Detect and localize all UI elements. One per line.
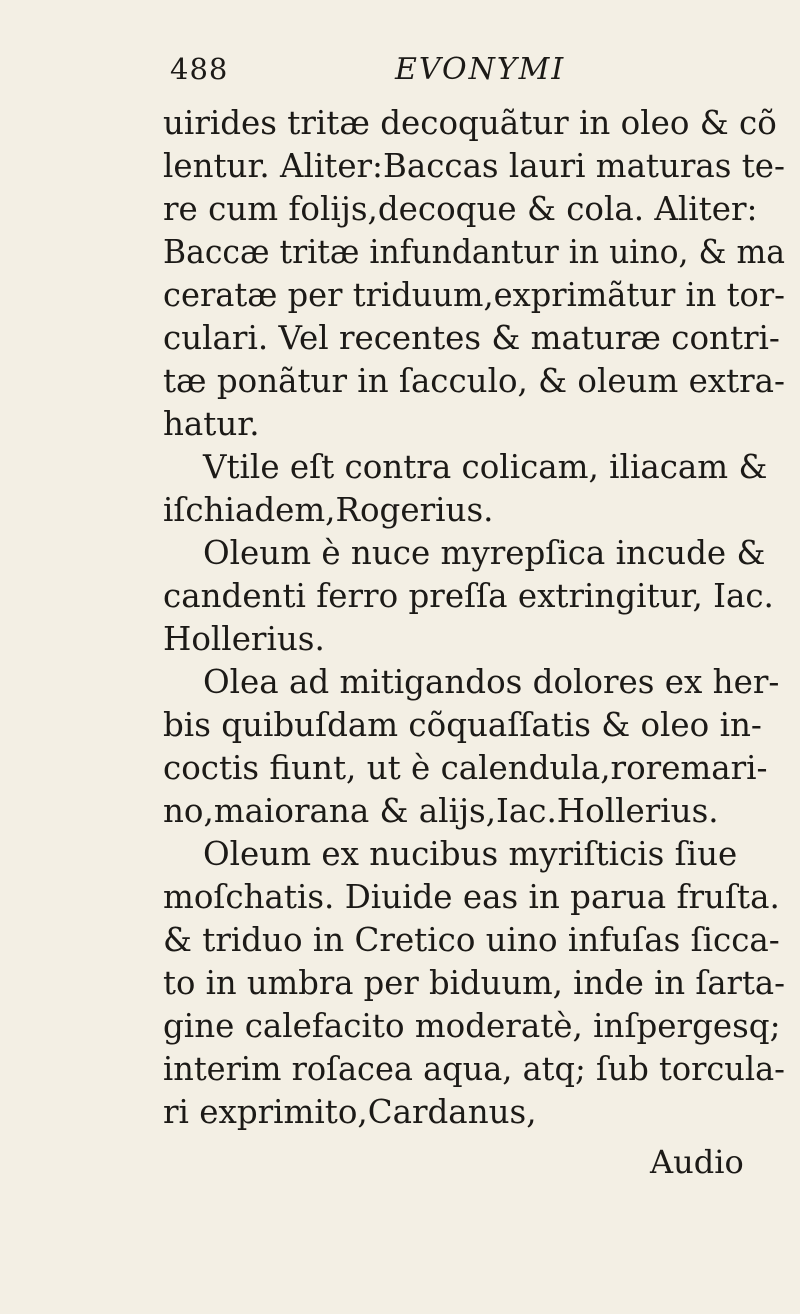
- text-line: Oleum ex nucibus myriſticis ſiue: [203, 835, 738, 873]
- text-line: moſchatis. Diuide eas in parua fruſta.: [163, 878, 780, 916]
- text-line: tæ ponãtur in ſacculo, & oleum extra-: [163, 362, 785, 400]
- text-line: & triduo in Cretico uino infuſas ſicca-: [163, 921, 780, 959]
- text-line: ri exprimito,Cardanus,: [163, 1093, 537, 1131]
- text-line: to in umbra per biduum, inde in ſarta-: [163, 964, 785, 1002]
- text-line: candenti ferro preſſa extringitur, Iac.: [163, 577, 774, 615]
- text-line: re cum folijs,decoque & cola. Aliter:: [163, 190, 758, 228]
- text-line: ceratæ per triduum,exprimãtur in tor-: [163, 276, 785, 314]
- text-line: Vtile eſt contra colicam, iliacam &: [203, 448, 768, 486]
- text-line: Hollerius.: [163, 620, 325, 658]
- text-line: uirides tritæ decoquãtur in oleo & cõ: [163, 104, 777, 142]
- text-line: bis quibuſdam cõquaſſatis & oleo in-: [163, 706, 762, 744]
- text-line: interim roſacea aqua, atq; ſub torcula-: [163, 1050, 785, 1088]
- text-line: no,maiorana & alijs,Iac.Hollerius.: [163, 792, 719, 830]
- catchword: Audio: [650, 1143, 744, 1181]
- running-head: EVONYMI: [395, 52, 566, 87]
- text-line: Baccæ tritæ infundantur in uino, & ma: [163, 233, 785, 271]
- text-line: culari. Vel recentes & maturæ contri-: [163, 319, 780, 357]
- text-line: hatur.: [163, 405, 260, 443]
- text-line: Oleum è nuce myrepſica incude &: [203, 534, 766, 572]
- text-line: iſchiadem,Rogerius.: [163, 491, 494, 529]
- text-line: gine calefacito moderatè, inſpergesq;: [163, 1007, 781, 1045]
- text-line: lentur. Aliter:Baccas lauri maturas te-: [163, 147, 785, 185]
- text-line: Olea ad mitigandos dolores ex her-: [203, 663, 780, 701]
- page-header: [170, 52, 600, 96]
- text-line: coctis fiunt, ut è calendula,roremari-: [163, 749, 768, 787]
- page-number: 488: [170, 52, 229, 86]
